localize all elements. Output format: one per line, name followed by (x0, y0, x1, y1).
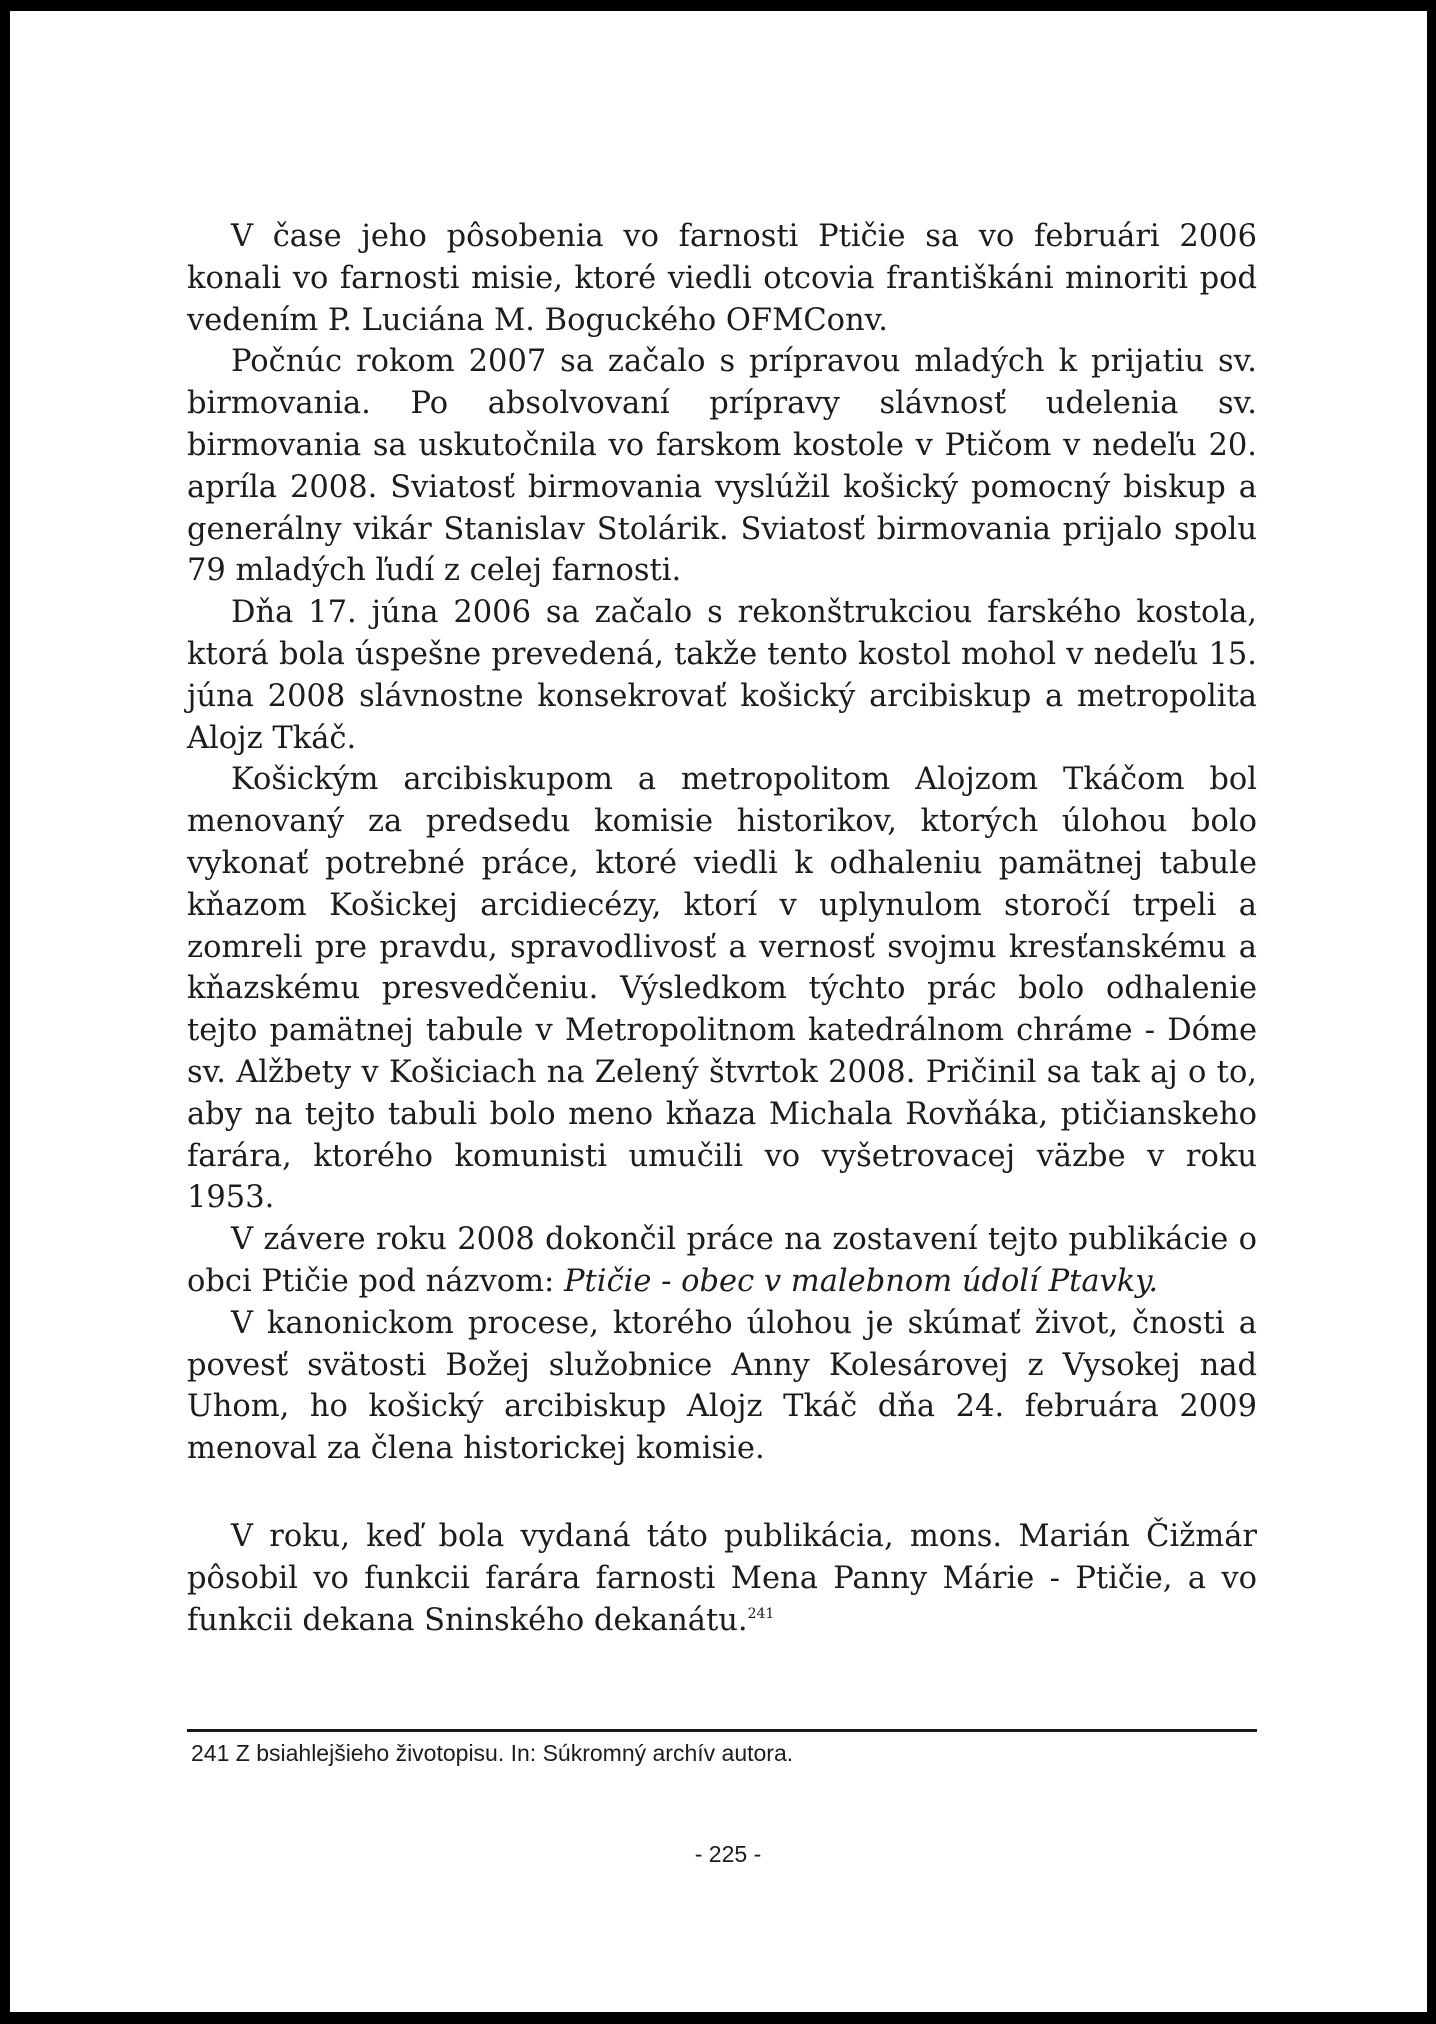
paragraph-church-reconstruction: Dňa 17. júna 2006 sa začalo s rekonštrukciou farského kostola, ktorá bola úspešne prevedená, takže tento kostol mohol v nedeľu 15. júna 2008 slávnostne konsekrovať košický arcibiskup a metropolita Alojz Tkáč. (187, 595, 1257, 756)
footnote-reference[interactable]: 241 (747, 1605, 775, 1622)
closing-text: V roku, keď bola vydaná táto publikácia, mons. Marián Čižmár pôsobil vo funkcii farára farnosti Mena Panny Márie - Ptičie, a vo funkcii dekana Sninského dekanátu. (187, 1518, 1257, 1638)
paragraph-closing (187, 1516, 1257, 1641)
main-text (187, 216, 1257, 1641)
paragraph-confirmation: Počnúc rokom 2007 sa začalo s prípravou mladých k prijatiu sv. birmovania. Po absolvovaní prípravy slávnosť udelenia sv. birmovania sa uskutočnila vo farskom kostole v Ptičom v nedeľu 20. apríla 2008. Sviatosť birmovania vyslúžil košický pomocný biskup a generálny vikár Stanislav Stolárik. Sviatosť birmovania prijalo spolu 79 mladých ľudí z celej farnosti. (187, 344, 1257, 589)
footnote-divider (187, 1729, 1257, 1732)
paragraph-historical-commission: V kanonickom procese, ktorého úlohou je skúmať život, čnosti a povesť svätosti Božej služobnice Anny Kolesárovej z Vysokej nad Uhom, ho košický arcibiskup Alojz Tkáč dňa 24. februára 2009 menoval za člena historickej komisie. (187, 1305, 1257, 1467)
footnote: 241 Z bsiahlejšieho životopisu. In: Súkromný archív autora. (191, 1740, 794, 1766)
publication-title: Ptičie - obec v malebnom údolí Ptavky. (564, 1263, 1159, 1299)
paragraph-memorial-plaque: Košickým arcibiskupom a metropolitom Alojzom Tkáčom bol menovaný za predsedu komisie historikov, ktorých úlohou bolo vykonať potrebné práce, ktoré viedli k odhaleniu pamätnej tabule kňazom Košickej arcidiecézy, ktorí v uplynulom storočí trpeli a zomreli pre pravdu, spravodlivosť a vernosť svojmu kresťanskému a kňazskému presvedčeniu. Výsledkom týchto prác bolo odhalenie tejto pamätnej tabule v Metropolitnom katedrálnom chráme - Dóme sv. Alžbety v Košiciach na Zelený štvrtok 2008. Pričinil sa tak aj o to, aby na tejto tabuli bolo meno kňaza Michala Rovňáka, ptičianskeho farára, ktorého komunisti umučili vo vyšetrovacej väzbe v roku 1953. (187, 762, 1257, 1216)
paragraph-publication (187, 1219, 1257, 1303)
paragraph-missions: V čase jeho pôsobenia vo farnosti Ptičie sa vo februári 2006 konali vo farnosti misie, ktoré viedli otcovia františkáni minoriti pod vedením P. Luciána M. Boguckého OFMConv. (187, 219, 1257, 338)
page-number: - 225 - (694, 1841, 762, 1867)
publication-intro: V závere roku 2008 dokončil práce na zostavení tejto publikácie o obci Ptičie pod názvom: (187, 1222, 1257, 1299)
